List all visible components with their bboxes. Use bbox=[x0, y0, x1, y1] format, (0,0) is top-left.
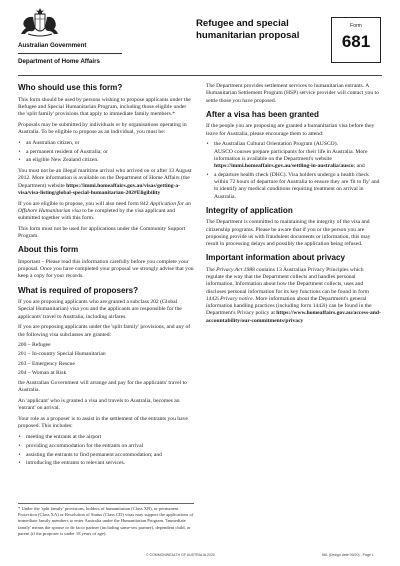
page-reference: 681 (Design date 09/20) - Page 1 bbox=[322, 553, 374, 557]
requirements-paragraph-5: Your role as a proposer is to assist in the settlement of the entrants you have proposed. This includes: bbox=[18, 415, 188, 430]
attend-list bbox=[206, 141, 382, 201]
ausco-link[interactable]: https://immi.homeaffairs.gov.au/settling-in-australia/ausco bbox=[214, 163, 354, 169]
requirements-paragraph-3: the Australian Government will arrange and pay for the applicants' travel to Australia. bbox=[18, 379, 187, 394]
form-842-title: Application for an Offshore Humanitarian visa bbox=[18, 200, 191, 214]
about-paragraph: Important – Please read this information carefully before you complete your proposal. Once you have completed your proposal we strongly advise that you keep a copy for your records. bbox=[18, 258, 194, 280]
department-name: Department of Home Affairs bbox=[18, 58, 100, 65]
government-name: Australian Government bbox=[18, 42, 87, 49]
who-paragraph-4 bbox=[18, 201, 194, 223]
footnote: * Under the 'split family' provisions, holders of humanitarian (Class XB), or permanent Protection (Class XA) or Resolution of Status (Class CD) visas may support the applications of immediate family members to enter Australia under the Humanitarian Program. 'Immediate family' means the spouse or de facto partner (including same-sex partner), dependent child, or parent (if the proposer is under 18 years of age). bbox=[18, 506, 194, 536]
who-heading: Who should use this form? bbox=[18, 83, 123, 92]
privacy-text-3: . More information about the Department's general information handling practices (including form 1442i) can be found in the Department's Privacy policy at bbox=[206, 295, 372, 317]
who-paragraph-1: This form should be used by persons wishing to propose applicants under the Refugee and Special Humanitarian Program, including those eligible under the 'split family' provisions that apply to immediate family members.* bbox=[18, 96, 191, 117]
privacy-text-1: The bbox=[206, 266, 217, 273]
privacy-act-title: Privacy Act 1988 bbox=[216, 266, 255, 273]
list-item: • a departure health check (DHC). Visa holders undergo a health check within 72 hours of departure for Australia to ensure they are 'fit to fly' and to identify any medical conditions requiring treatment on arrival in Australia. bbox=[206, 172, 382, 201]
list-item: 201 – In-country Special Humanitarian bbox=[18, 351, 106, 358]
privacy-paragraph bbox=[206, 267, 382, 325]
copyright-notice: © COMMONWEALTH OF AUSTRALIA 2020 bbox=[146, 553, 215, 557]
left-column bbox=[18, 83, 194, 471]
list-item: • providing accommodation for the entrants on arrival bbox=[18, 443, 194, 450]
privacy-text-2: contains 13 Australian Privacy Principles which regulate the way that the Department collects and handles personal information. Information about how the Department collects, uses and discloses personal information for its key functions can be found in form 1442i bbox=[206, 266, 369, 302]
intro-paragraph: The Department provides settlement services to humanitarian entrants. A Humanitarian Settlement Program (HSP) service provider will contact you to settle those you have proposed. bbox=[206, 83, 379, 104]
header-divider bbox=[18, 53, 122, 54]
eligibility-link[interactable]: https://immi.homeaffairs.gov.au/visas/getting-a-visa/visa-listing/global-special-humanitarian-202#Eligibility bbox=[18, 182, 181, 196]
privacy-notice-title: Privacy notice bbox=[220, 295, 253, 302]
who-paragraph-3 bbox=[18, 168, 194, 197]
who-paragraph-4-pre: If you are eligible to propose, you will also need form 842 bbox=[18, 200, 150, 207]
proposer-duties-list bbox=[18, 434, 194, 468]
integrity-paragraph: The Department is committed to maintaining the integrity of the visa and citizenship programs. Please be aware that if you or the person you are proposing provide us with fraudulent documents or information, this may result in processing delays and possibly the application being refused. bbox=[206, 219, 371, 248]
form-title bbox=[196, 18, 326, 41]
list-item: • an Australian citizen, or bbox=[18, 140, 194, 147]
list-item: 200 – Refugee bbox=[18, 342, 51, 349]
privacy-policy-link[interactable]: https://www.homeaffairs.gov.au/access-and-accountability/our-commitments/privacy bbox=[206, 310, 381, 324]
who-paragraph-5: This form must not be used for applications under the Community Support Program. bbox=[18, 225, 186, 240]
list-item: • introducing the entrants to relevant services. bbox=[18, 460, 194, 467]
list-item: 204 – Woman at Risk bbox=[18, 369, 67, 376]
requirements-heading: What is required of proposers? bbox=[18, 285, 139, 295]
who-paragraph-2: Proposals may be submitted by individuals or by organisations operating in Australia. To be eligible to propose as an individual, you must be: bbox=[18, 121, 187, 135]
list-item: • assisting the entrants to find permanent accommodation; and bbox=[18, 452, 194, 459]
form-number: 681 bbox=[341, 32, 371, 51]
list-item: 203 – Emergency Rescue bbox=[18, 360, 75, 367]
form-label: Form bbox=[350, 23, 362, 29]
requirements-paragraph-1: If you are proposing applicants who are granted a subclass 202 (Global Special Humanitarian) visa you and the applicants are responsible for the applicants' travel to Australia, including airfares. bbox=[18, 299, 182, 320]
right-column bbox=[206, 83, 382, 328]
ausco-text: AUSCO courses prepare participants for their life in Australia. More information is available on the Department's website bbox=[214, 148, 368, 162]
form-title-line-2: humanitarian proposal bbox=[196, 29, 300, 41]
list-item: • a permanent resident of Australia; or bbox=[18, 149, 194, 156]
australian-coat-of-arms-icon bbox=[18, 8, 62, 40]
list-item: • meeting the entrants at the airport bbox=[18, 434, 194, 441]
eligibility-list bbox=[18, 140, 194, 165]
about-heading: About this form bbox=[18, 245, 79, 255]
requirements-paragraph-4: An 'applicant' who is granted a visa and travels to Australia, becomes an 'entrant' on arrival. bbox=[18, 397, 180, 412]
form-number-box bbox=[331, 17, 381, 63]
who-paragraph-4-post: to be completed by the visa applicant and submitted together with this form. bbox=[18, 207, 176, 222]
after-visa-paragraph: If the people you are proposing are granted a humanitarian visa before they leave for Australia, please encourage them to attend: bbox=[206, 123, 375, 137]
integrity-heading: Integrity of application bbox=[206, 205, 293, 215]
ausco-title: the Australian Cultural Orientation Program (AUSCO). bbox=[214, 141, 338, 148]
ausco-end: ; and bbox=[353, 163, 365, 169]
after-visa-heading: After a visa has been granted bbox=[206, 109, 319, 119]
list-item: • an eligible New Zealand citizen. bbox=[18, 157, 194, 164]
footnote-divider bbox=[18, 503, 194, 504]
header-bottom-rule bbox=[18, 75, 382, 76]
requirements-paragraph-2: If you are proposing applicants under the 'split family' provisions, and any of the following visa subclasses are granted: bbox=[18, 324, 191, 338]
form-title-line-1: Refugee and special bbox=[196, 18, 289, 29]
who-paragraph-3-text: You must not be an illegal maritime arrival who arrived on or after 13 August 2012. More information is available on the Department of Home Affairs (the Department) website bbox=[18, 168, 192, 189]
privacy-heading: Important information about privacy bbox=[206, 253, 345, 263]
visa-subclass-list bbox=[18, 342, 194, 376]
list-item bbox=[206, 141, 382, 170]
